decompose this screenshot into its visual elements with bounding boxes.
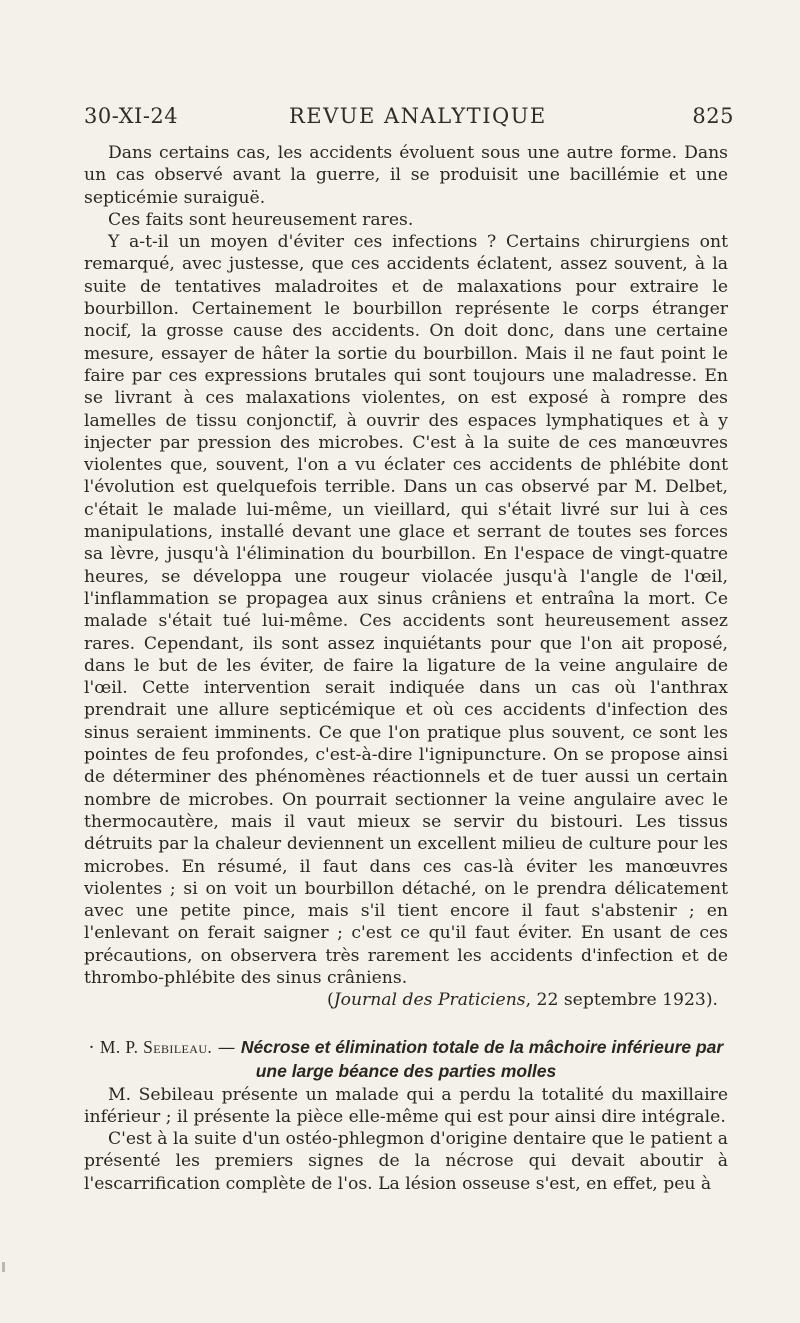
page-number: 825 [692,104,734,128]
section-author: M. P. Sebileau. [99,1036,213,1057]
citation-rest: , 22 septembre 1923). [525,990,718,1011]
header-date: 30-XI-24 [84,104,179,128]
page-edge-mark [2,1262,5,1272]
section-dash: — [212,1037,241,1058]
source-citation [84,989,728,1011]
journal-title: REVUE ANALYTIQUE [289,104,547,128]
paragraph: Ces faits sont heureusement rares. [108,209,414,230]
citation-open: ( [327,990,334,1011]
section-title: Nécrose et élimination totale de la mâchoire inférieure par une large béance des parties molles [240,1036,724,1081]
citation-source: Journal des Praticiens [333,990,526,1011]
paragraph: Dans certains cas, les accidents évoluent sous une autre forme. Dans un cas observé avant la guerre, il se produisit une bacillémie et une septicémie suraiguë. [84,143,728,208]
section-bullet: · [88,1037,95,1058]
running-header [84,104,734,134]
paragraph: C'est à la suite d'un ostéo-phlegmon d'origine dentaire que le patient a présenté les premiers signes de la nécrose qui devait aboutir à l'escarrification complète de l'os. La lésion osseuse s'est, en effet, peu à [84,1129,728,1194]
article-body [84,142,728,1195]
paragraph: M. Sebileau présente un malade qui a perdu la totalité du maxillaire inférieur ; il présente la pièce elle-même qui est pour ainsi dire intégrale. [84,1084,728,1127]
paragraph: Y a-t-il un moyen d'éviter ces infections ? Certains chirurgiens ont remarqué, avec justesse, que ces accidents éclatent, assez souvent, à la suite de tentatives maladroites et de malaxations pour extraire le bourbillon. Certainement le bourbillon représente le corps étranger nocif, la grosse cause des accidents. On doit donc, dans une certaine mesure, essayer de hâter la sortie du bourbillon. Mais il ne faut point le faire par ces expressions brutales qui sont toujours une maladresse. En se livrant à ces malaxations violentes, on est exposé à rompre des lamelles de tissu conjonctif, à ouvrir des espaces lymphatiques et à y injecter par pression des microbes. C'est à la suite de ces manœuvres violentes que, souvent, l'on a vu éclater ces accidents de phlébite dont l'évolution est quelquefois terrible. Dans un cas observé par M. Delbet, c'était le malade lui-même, un vieillard, qui s'était livré sur lui à ces manipulations, installé devant une glace et serrant de toutes ses forces sa lèvre, jusqu'à l'élimination du bourbillon. En l'espace de vingt-quatre heures, se développa une rougeur violacée jusqu'à l'angle de l'œil, l'inflammation se propagea aux sinus crâniens et entraîna la mort. Ce malade s'était tué lui-même. Ces accidents sont heureusement assez rares. Cependant, ils sont assez inquiétants pour que l'on ait proposé, dans le but de les éviter, de faire la ligature de la veine angulaire de l'œil. Cette intervention serait indiquée dans un cas où l'anthrax prendrait une allure septicémique et où ces accidents d'infection des sinus seraient imminents. Ce que l'on pratique plus souvent, ce sont les pointes de feu profondes, c'est-à-dire l'ignipuncture. On se propose ainsi de déterminer des phénomènes réactionnels et de tuer aussi un certain nombre de microbes. On pourrait sectionner la veine angulaire avec le thermocautère, mais il vaut mieux se servir du bistouri. Les tissus détruits par la chaleur deviennent un excellent milieu de culture pour les microbes. En résumé, il faut dans ces cas-là éviter les manœuvres violentes ; si on voit un bourbillon détaché, on le prendra délicatement avec une petite pince, mais s'il tient encore il faut s'abstenir ; en l'enlevant on ferait saigner ; c'est ce qu'il faut éviter. En usant de ces précautions, on observera très rarement les accidents d'infection et de thrombo-phlébite des sinus crâniens. [84,232,728,988]
section-heading [84,1036,728,1084]
